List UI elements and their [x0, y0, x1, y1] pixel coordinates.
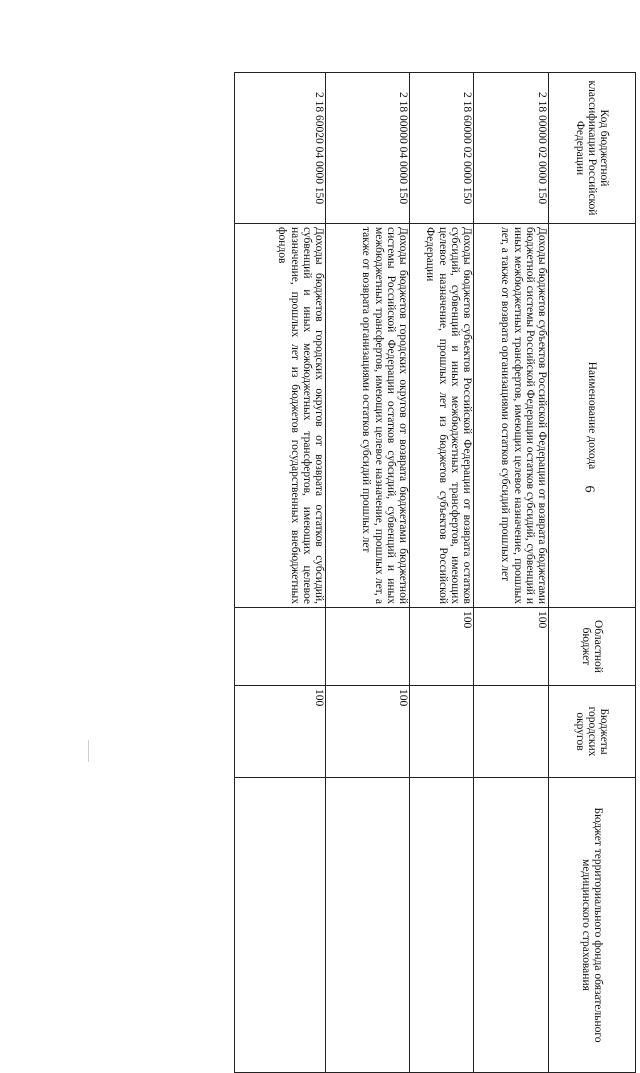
row-regional-value: 100	[474, 608, 549, 686]
row-fund-value	[235, 778, 326, 1073]
row-name: Доходы бюджетов субъектов Российской Федерации от возврата бюджетами бюджетной системы Российской Федерации остатков субсидий, субвенций и иных межбюджетных трансфертов, имеющих целевое назначение, прошлых лет, а также от возврата организациями остатков субсидий прошлых лет	[474, 224, 549, 608]
row-code: 2 18 00000 02 0000 150	[474, 73, 549, 224]
row-fund-value	[474, 778, 549, 1073]
row-fund-value	[326, 778, 410, 1073]
row-regional-value: 100	[410, 608, 474, 686]
table-row	[410, 73, 474, 1073]
scan-mark	[88, 740, 89, 762]
row-fund-value	[410, 778, 474, 1073]
header-urban-budgets: Бюджеты городских округов	[549, 686, 636, 778]
table-row	[235, 73, 326, 1073]
row-urban-value	[474, 686, 549, 778]
page-number: 6	[581, 485, 597, 493]
table-header-row	[549, 73, 636, 1073]
row-regional-value	[326, 608, 410, 686]
row-regional-value	[235, 608, 326, 686]
table-row	[474, 73, 549, 1073]
row-urban-value: 100	[326, 686, 410, 778]
row-name: Доходы бюджетов городских округов от возврата бюджетами бюджетной системы Российской Федерации остатков субсидий, субвенций и иных межбюджетных трансфертов, имеющих целевое назначение, прошлых лет, а также от возврата организациями остатков субсидий прошлых лет	[326, 224, 410, 608]
header-name: Наименование дохода	[549, 224, 636, 608]
row-name: Доходы бюджетов городских округов от возврата остатков субсидий, субвенций и иных межбюджетных трансфертов, имеющих целевое назначение, прошлых лет из бюджетов государственных внебюджетных фондов	[235, 224, 326, 608]
row-code: 2 18 60000 02 0000 150	[410, 73, 474, 224]
row-urban-value	[410, 686, 474, 778]
header-code: Код бюджетной классификации Российской Федерации	[549, 73, 636, 224]
row-code: 2 18 00000 04 0000 150	[326, 73, 410, 224]
rotated-table-container	[235, 72, 636, 1072]
row-name: Доходы бюджетов субъектов Российской Федерации от возврата остатков субсидий, субвенций и иных межбюджетных трансфертов, имеющих целевое назначение, прошлых лет из бюджетов субъектов Российской Федерации	[410, 224, 474, 608]
row-code: 2 18 60020 04 0000 150	[235, 73, 326, 224]
row-urban-value: 100	[235, 686, 326, 778]
header-fund-budget: Бюджет территориального фонда обязательного медицинского страхования	[549, 778, 636, 1073]
header-regional-budget: Областной бюджет	[549, 608, 636, 686]
budget-income-table	[234, 72, 636, 1073]
table-row	[326, 73, 410, 1073]
